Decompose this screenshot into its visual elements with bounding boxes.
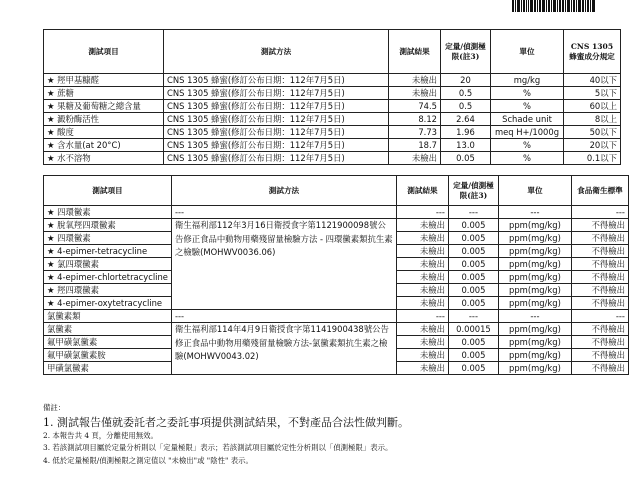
unit-cell: ppm(mg/kg): [498, 271, 571, 284]
result-cell: ---: [396, 310, 448, 323]
result-cell: 未檢出: [396, 219, 448, 232]
item-cell: 氟甲磺氯黴素胺: [44, 349, 172, 362]
col-unit: 單位: [498, 176, 571, 206]
standard-cell: 不得檢出: [571, 245, 628, 258]
table-row: [44, 113, 621, 126]
loq-cell: 0.005: [448, 336, 498, 349]
unit-cell: ppm(mg/kg): [498, 297, 571, 310]
col-loq: 定量/偵測極限(註3): [448, 176, 498, 206]
table-row: [44, 152, 621, 165]
loq-cell: 0.005: [448, 232, 498, 245]
standard-cell: 8以上: [564, 113, 621, 126]
barcode: [512, 0, 640, 12]
item-cell: ★ 酸度: [44, 126, 164, 139]
method-cell: CNS 1305 蜂蜜(修訂公布日期：112年7月5日): [164, 87, 389, 100]
unit-cell: ppm(mg/kg): [498, 362, 571, 375]
notes-title: 備註：: [43, 403, 66, 412]
method-cell: CNS 1305 蜂蜜(修訂公布日期：112年7月5日): [164, 126, 389, 139]
standard-cell: 不得檢出: [571, 349, 628, 362]
method-cell: CNS 1305 蜂蜜(修訂公布日期：112年7月5日): [164, 100, 389, 113]
unit-cell: ppm(mg/kg): [498, 349, 571, 362]
result-cell: 未檢出: [389, 74, 441, 87]
unit-cell: ppm(mg/kg): [498, 232, 571, 245]
note-1: 1. 測試報告僅就委託者之委託事項提供測試結果，不對產品合法性做判斷。: [43, 415, 409, 429]
loq-cell: 0.005: [448, 362, 498, 375]
result-cell: 74.5: [389, 100, 441, 113]
standard-cell: 不得檢出: [571, 297, 628, 310]
standard-cell: ---: [571, 206, 628, 219]
loq-cell: 0.005: [448, 219, 498, 232]
standard-cell: 不得檢出: [571, 232, 628, 245]
standard-cell: 不得檢出: [571, 284, 628, 297]
loq-cell: 0.005: [448, 297, 498, 310]
unit-cell: ppm(mg/kg): [498, 219, 571, 232]
col-loq: 定量/偵測極限(註3): [441, 30, 491, 74]
note-4: 4. 低於定量極限/偵測極限之測定值以 "未檢出"或 "陰性" 表示。: [43, 455, 253, 465]
loq-cell: 13.0: [441, 139, 491, 152]
table-header: [44, 176, 629, 206]
item-cell: ★ 含水量(at 20°C): [44, 139, 164, 152]
loq-cell: 0.005: [448, 349, 498, 362]
table-row: [44, 87, 621, 100]
unit-cell: ppm(mg/kg): [498, 284, 571, 297]
result-cell: 未檢出: [389, 87, 441, 100]
standard-cell: 不得檢出: [571, 362, 628, 375]
loq-cell: 0.005: [448, 258, 498, 271]
col-unit: 單位: [491, 30, 564, 74]
item-cell: ★ 羥甲基糠醛: [44, 74, 164, 87]
result-cell: 18.7: [389, 139, 441, 152]
item-cell: ★ 4-epimer-chlortetracycline: [44, 271, 172, 284]
method-cell: 衛生福利部114年4月9日衛授食字第1141900438號公告修正食品中動物用藥殘留量檢驗方法-氯黴素類抗生素之檢驗(MOHWV0043.02): [171, 323, 396, 375]
standard-cell: 不得檢出: [571, 258, 628, 271]
table-row: [44, 323, 629, 336]
standard-cell: 不得檢出: [571, 271, 628, 284]
unit-cell: %: [491, 87, 564, 100]
result-cell: ---: [396, 206, 448, 219]
method-cell: CNS 1305 蜂蜜(修訂公布日期：112年7月5日): [164, 113, 389, 126]
col-item: 測試項目: [44, 30, 164, 74]
unit-cell: ppm(mg/kg): [498, 245, 571, 258]
loq-cell: 0.5: [441, 87, 491, 100]
loq-cell: 0.05: [441, 152, 491, 165]
item-cell: ★ 果糖及葡萄糖之總含量: [44, 100, 164, 113]
item-cell: ★ 四環黴素: [44, 232, 172, 245]
result-cell: 未檢出: [396, 336, 448, 349]
standard-cell: 0.1以下: [564, 152, 621, 165]
unit-cell: Schade unit: [491, 113, 564, 126]
loq-cell: ---: [448, 206, 498, 219]
result-cell: 未檢出: [396, 362, 448, 375]
unit-cell: ppm(mg/kg): [498, 336, 571, 349]
method-cell: ---: [171, 310, 396, 323]
col-method: 測試方法: [164, 30, 389, 74]
standard-cell: 40以下: [564, 74, 621, 87]
loq-cell: ---: [448, 310, 498, 323]
item-cell: ★ 澱粉酶活性: [44, 113, 164, 126]
unit-cell: ---: [498, 310, 571, 323]
method-cell: 衛生福利部112年3月16日衛授食字第1121900098號公告修正食品中動物用藥殘留量檢驗方法 - 四環黴素類抗生素之檢驗(MOHWV0036.06): [171, 219, 396, 310]
loq-cell: 0.005: [448, 284, 498, 297]
result-cell: 未檢出: [396, 245, 448, 258]
result-cell: 未檢出: [396, 349, 448, 362]
result-cell: 未檢出: [396, 232, 448, 245]
col-method: 測試方法: [171, 176, 396, 206]
result-cell: 未檢出: [389, 152, 441, 165]
result-cell: 未檢出: [396, 271, 448, 284]
loq-cell: 0.005: [448, 271, 498, 284]
loq-cell: 1.96: [441, 126, 491, 139]
table-row: [44, 126, 621, 139]
item-cell: ★ 四環黴素: [44, 206, 172, 219]
col-result: 測試結果: [396, 176, 448, 206]
method-cell: CNS 1305 蜂蜜(修訂公布日期：112年7月5日): [164, 74, 389, 87]
item-cell: 氟甲磺氯黴素: [44, 336, 172, 349]
item-cell: ★ 水不溶物: [44, 152, 164, 165]
unit-cell: %: [491, 139, 564, 152]
table-row: [44, 310, 629, 323]
result-cell: 未檢出: [396, 284, 448, 297]
result-cell: 7.73: [389, 126, 441, 139]
unit-cell: %: [491, 100, 564, 113]
result-cell: 8.12: [389, 113, 441, 126]
standard-cell: 60以上: [564, 100, 621, 113]
table-row: [44, 100, 621, 113]
loq-cell: 2.64: [441, 113, 491, 126]
item-cell: 甲磺氯黴素: [44, 362, 172, 375]
table-row: [44, 139, 621, 152]
item-cell: ★ 4-epimer-oxytetracycline: [44, 297, 172, 310]
table-row: [44, 206, 629, 219]
note-2: 2. 本報告共 4 頁，分離使用無效。: [43, 430, 158, 440]
unit-cell: mg/kg: [491, 74, 564, 87]
col-item: 測試項目: [44, 176, 172, 206]
standard-cell: 5以下: [564, 87, 621, 100]
result-cell: 未檢出: [396, 258, 448, 271]
item-cell: ★ 脫氧羥四環黴素: [44, 219, 172, 232]
loq-cell: 0.5: [441, 100, 491, 113]
standard-cell: ---: [571, 310, 628, 323]
result-cell: 未檢出: [396, 297, 448, 310]
unit-cell: %: [491, 152, 564, 165]
table-row: [44, 74, 621, 87]
col-standard: 食品衛生標準: [571, 176, 628, 206]
standard-cell: 不得檢出: [571, 323, 628, 336]
antibiotics-table: [43, 175, 629, 375]
loq-cell: 0.00015: [448, 323, 498, 336]
loq-cell: 20: [441, 74, 491, 87]
note-3: 3. 若該測試項目屬於定量分析則以「定量極限」表示；若該測試項目屬於定性分析則以「偵測極限」表示。: [43, 443, 393, 452]
col-standard: CNS 1305 蜂蜜成分規定: [564, 30, 621, 74]
item-cell: ★ 蔗糖: [44, 87, 164, 100]
loq-cell: 0.005: [448, 245, 498, 258]
item-cell: ★ 4-epimer-tetracycline: [44, 245, 172, 258]
item-cell: ★ 羥四環黴素: [44, 284, 172, 297]
unit-cell: ---: [498, 206, 571, 219]
standard-cell: 50以下: [564, 126, 621, 139]
item-cell: ★ 氯四環黴素: [44, 258, 172, 271]
standard-cell: 20以下: [564, 139, 621, 152]
honey-composition-table: [43, 29, 621, 165]
method-cell: CNS 1305 蜂蜜(修訂公布日期：112年7月5日): [164, 139, 389, 152]
method-cell: CNS 1305 蜂蜜(修訂公布日期：112年7月5日): [164, 152, 389, 165]
item-cell: 氯黴素類: [44, 310, 172, 323]
unit-cell: ppm(mg/kg): [498, 323, 571, 336]
result-cell: 未檢出: [396, 323, 448, 336]
col-result: 測試結果: [389, 30, 441, 74]
notes: [43, 402, 409, 467]
table-row: [44, 219, 629, 232]
item-cell: 氯黴素: [44, 323, 172, 336]
standard-cell: 不得檢出: [571, 336, 628, 349]
standard-cell: 不得檢出: [571, 219, 628, 232]
unit-cell: ppm(mg/kg): [498, 258, 571, 271]
unit-cell: meq H+/1000g: [491, 126, 564, 139]
method-cell: ---: [171, 206, 396, 219]
table-header: [44, 30, 621, 74]
